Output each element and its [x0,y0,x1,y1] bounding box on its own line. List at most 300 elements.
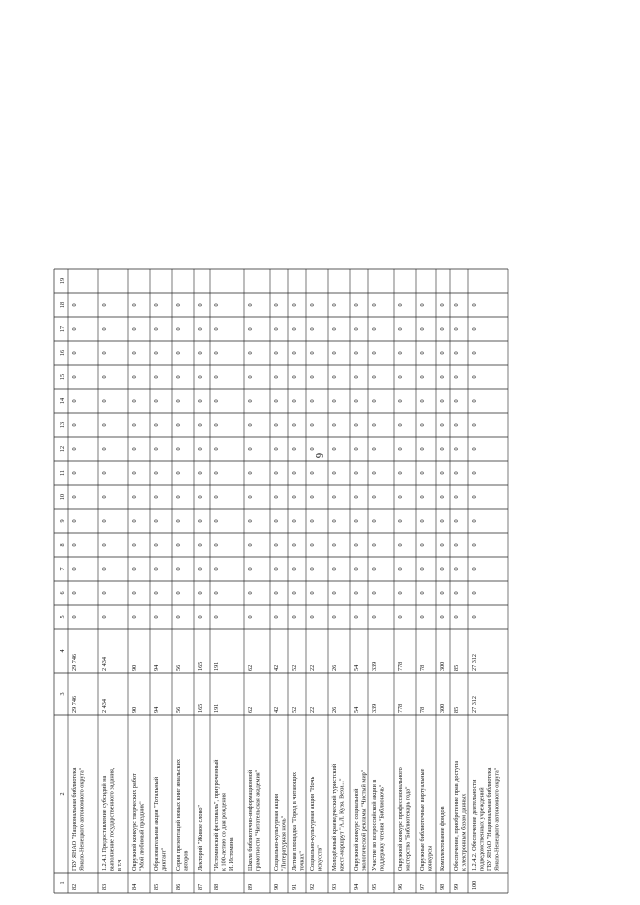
value-cell: 0 [439,471,446,475]
value-cell: 0 [471,591,478,595]
row-number: 82 [71,883,78,890]
value-col4: 42 [273,664,280,671]
value-cell: 0 [131,495,138,499]
value-cell: 0 [471,423,478,427]
value-cell: 0 [353,519,360,523]
value-cell: 0 [153,543,160,547]
value-cell: 0 [101,495,108,499]
value-col3: 52 [291,706,298,713]
value-cell: 0 [197,495,204,499]
row-name: Окружные библиотечные виртуальные [419,768,426,871]
value-cell: 0 [439,399,446,403]
value-cell: 0 [397,423,404,427]
value-cell: 0 [309,447,316,451]
value-cell: 0 [197,399,204,403]
value-cell: 0 [453,399,460,403]
value-cell: 0 [131,399,138,403]
table-row [71,303,86,890]
value-cell: 0 [131,471,138,475]
value-cell: 0 [371,423,378,427]
value-cell: 0 [471,351,478,355]
value-cell: 0 [453,375,460,379]
value-cell: 0 [471,375,478,379]
value-cell: 0 [309,615,316,619]
value-cell: 0 [419,471,426,475]
value-cell: 0 [397,495,404,499]
value-col4: 56 [175,664,182,671]
value-cell: 0 [247,615,254,619]
value-col3: 42 [273,706,280,713]
value-cell: 0 [101,351,108,355]
value-col4: 78 [419,664,426,671]
value-col4: 29 746 [71,653,78,671]
value-cell: 0 [371,543,378,547]
row-number: 96 [397,883,404,890]
value-col4: 54 [353,664,360,671]
value-cell: 0 [453,447,460,451]
value-cell: 0 [197,375,204,379]
value-cell: 0 [213,351,220,355]
value-col4: 85 [453,664,460,671]
row-name: грамотности "Читательская академия" [254,769,262,871]
value-cell: 0 [439,519,446,523]
row-name: Социально-культурная акция "Ночь [309,776,316,871]
value-cell: 0 [71,471,78,475]
value-cell: 0 [153,327,160,331]
value-cell: 0 [371,399,378,403]
table-row [197,303,204,890]
row-name: Ямало-Ненецкого автономного округа" [493,767,501,871]
value-cell: 0 [175,471,182,475]
table-row [291,303,306,890]
value-cell: 0 [153,423,160,427]
value-cell: 0 [419,351,426,355]
value-col3: 78 [419,706,426,713]
value-cell: 0 [439,615,446,619]
value-cell: 0 [419,519,426,523]
value-cell: 0 [71,615,78,619]
value-col3: 62 [247,706,254,713]
row-name: к электронным базам данных [460,793,468,871]
value-cell: 0 [71,447,78,451]
row-name: диктант" [160,847,168,871]
row-number: 97 [419,883,426,890]
value-cell: 0 [213,519,220,523]
value-cell: 0 [439,543,446,547]
row-name: Лекторий "Живое слово" [197,805,204,871]
value-cell: 0 [397,471,404,475]
value-cell: 0 [439,495,446,499]
value-cell: 0 [175,591,182,595]
value-cell: 0 [213,327,220,331]
value-col3: 2 434 [101,699,108,713]
value-cell: 0 [453,303,460,307]
value-cell: 0 [291,471,298,475]
value-cell: 0 [175,615,182,619]
value-cell: 0 [471,519,478,523]
value-cell: 0 [371,495,378,499]
value-cell: 0 [175,351,182,355]
value-cell: 0 [291,447,298,451]
value-cell: 0 [331,399,338,403]
value-cell: 0 [453,351,460,355]
table-row [175,303,190,890]
value-col3: 85 [453,706,460,713]
row-name: Участие во всероссийской акции в [371,779,378,871]
value-cell: 0 [213,303,220,307]
row-name: конкурсы [426,845,434,871]
value-cell: 0 [197,567,204,571]
table-row [153,303,168,890]
row-name: авторов [182,850,190,871]
table-row [397,303,412,890]
table-row [471,303,501,890]
header-cell: 11 [59,470,66,476]
value-cell: 0 [371,303,378,307]
value-col3: 56 [175,706,182,713]
value-cell: 0 [419,303,426,307]
row-name: Летняя площадка "Город в читающих [291,771,298,871]
row-name: точках" [298,851,306,871]
value-cell: 0 [153,471,160,475]
table-row [353,303,368,890]
value-cell: 0 [101,447,108,451]
value-cell: 0 [273,543,280,547]
value-cell: 0 [273,519,280,523]
value-cell: 0 [397,399,404,403]
value-cell: 0 [353,615,360,619]
value-cell: 0 [309,591,316,595]
value-cell: 0 [213,399,220,403]
value-cell: 0 [453,519,460,523]
value-cell: 0 [101,519,108,523]
value-cell: 0 [213,543,220,547]
value-cell: 0 [291,399,298,403]
value-col3: 29 746 [71,695,78,713]
value-cell: 0 [197,303,204,307]
value-cell: 0 [471,567,478,571]
value-cell: 0 [71,519,78,523]
value-cell: 0 [353,591,360,595]
value-col3: 22 [309,706,316,713]
value-cell: 0 [131,567,138,571]
value-cell: 0 [471,543,478,547]
row-name: Социально-культурная акция [273,794,280,871]
value-cell: 0 [471,327,478,331]
value-col3: 778 [397,703,404,713]
value-cell: 0 [331,351,338,355]
row-number: 89 [247,883,254,890]
value-cell: 0 [131,615,138,619]
value-cell: 0 [309,519,316,523]
row-number: 90 [273,883,280,890]
value-col4: 300 [439,661,446,671]
value-cell: 0 [353,471,360,475]
table-row [101,303,123,890]
value-cell: 0 [213,447,220,451]
value-cell: 0 [419,399,426,403]
value-cell: 0 [101,543,108,547]
table-row [419,303,434,890]
value-cell: 0 [101,567,108,571]
row-name: Обеспечение, приобретение прав доступа [453,760,460,871]
value-cell: 0 [397,615,404,619]
value-cell: 0 [397,567,404,571]
value-cell: 0 [197,591,204,595]
header-cell: 3 [59,692,66,696]
value-cell: 0 [101,375,108,379]
value-cell: 0 [353,375,360,379]
value-col4: 90 [131,664,138,671]
page-number: 6 [313,453,324,458]
value-cell: 0 [175,303,182,307]
row-number: 94 [353,883,360,890]
value-cell: 0 [291,423,298,427]
value-cell: 0 [331,303,338,307]
value-cell: 0 [371,471,378,475]
header-cell: 16 [59,349,66,357]
value-cell: 0 [273,423,280,427]
value-cell: 0 [273,327,280,331]
value-cell: 0 [153,495,160,499]
value-cell: 0 [273,399,280,403]
value-cell: 0 [131,423,138,427]
value-cell: 0 [273,303,280,307]
value-cell: 0 [131,519,138,523]
value-cell: 0 [439,327,446,331]
value-cell: 0 [131,351,138,355]
value-cell: 0 [247,303,254,307]
value-cell: 0 [291,303,298,307]
value-cell: 0 [273,351,280,355]
table-row [331,303,346,890]
value-cell: 0 [371,351,378,355]
value-cell: 0 [291,567,298,571]
table-row [247,303,262,890]
value-cell: 0 [175,495,182,499]
row-number: 83 [101,883,108,890]
value-cell: 0 [71,327,78,331]
value-cell: 0 [331,591,338,595]
value-cell: 0 [71,399,78,403]
value-cell: 0 [439,447,446,451]
value-cell: 0 [71,543,78,547]
header-cell: 15 [59,373,66,381]
value-cell: 0 [131,591,138,595]
row-name: "Мой любимый праздник" [138,801,146,871]
value-cell: 0 [309,351,316,355]
row-name: искусств" [316,845,324,871]
header-cell: 7 [59,567,66,571]
value-cell: 0 [247,471,254,475]
value-cell: 0 [309,399,316,403]
value-cell: 0 [471,303,478,307]
value-cell: 0 [153,399,160,403]
value-cell: 0 [453,615,460,619]
row-name: "Истоминский фестиваль", приуроченный [213,759,220,871]
value-cell: 0 [153,567,160,571]
value-cell: 0 [153,351,160,355]
value-col4: 27 312 [471,653,478,671]
value-cell: 0 [247,567,254,571]
value-cell: 0 [397,375,404,379]
value-cell: 0 [331,447,338,451]
value-cell: 0 [353,567,360,571]
table-row [371,303,386,890]
row-number: 99 [453,883,460,890]
value-cell: 0 [309,471,316,475]
value-cell: 0 [439,567,446,571]
row-name: Окружной конкурс профессионального [397,767,404,871]
value-cell: 0 [471,495,478,499]
row-name: в т.ч [116,859,123,871]
value-cell: 0 [309,567,316,571]
value-cell: 0 [371,375,378,379]
value-cell: 0 [353,303,360,307]
value-cell: 0 [71,303,78,307]
value-cell: 0 [291,495,298,499]
value-cell: 0 [309,543,316,547]
value-col4: 52 [291,664,298,671]
value-cell: 0 [175,567,182,571]
value-cell: 0 [291,375,298,379]
value-cell: 0 [247,399,254,403]
value-cell: 0 [419,567,426,571]
value-cell: 0 [309,303,316,307]
header-cell: 10 [59,493,66,501]
row-name: И. Истомина [228,837,235,871]
value-cell: 0 [101,399,108,403]
value-cell: 0 [71,567,78,571]
table-row [453,303,468,890]
row-number: 92 [309,883,316,890]
value-cell: 0 [71,495,78,499]
value-cell: 0 [213,567,220,571]
value-cell: 0 [439,375,446,379]
row-number: 91 [291,883,298,890]
value-col3: 90 [131,706,138,713]
value-cell: 0 [353,351,360,355]
header-cell: 1 [59,881,66,885]
value-cell: 0 [453,591,460,595]
value-cell: 0 [397,327,404,331]
value-cell: 0 [273,495,280,499]
value-cell: 0 [213,495,220,499]
value-col4: 2 434 [101,657,108,671]
row-name: Образовательная акция "Тотальный [153,776,160,871]
header-cell: 12 [59,445,66,453]
value-cell: 0 [175,543,182,547]
value-cell: 0 [419,423,426,427]
row-name: 1.2.4.2. Обеспечение деятельности [471,779,478,871]
value-cell: 0 [101,615,108,619]
header-cell: 8 [59,543,66,547]
row-name: подведомственных учреждений [478,787,486,871]
value-cell: 0 [371,591,378,595]
value-cell: 0 [247,543,254,547]
value-col3: 300 [439,703,446,713]
table-row [213,303,235,890]
header-cell: 19 [59,277,66,285]
header-cell: 9 [59,519,66,523]
value-cell: 0 [291,615,298,619]
row-name: к 100-летию со дня рождения [220,793,228,871]
value-cell: 0 [453,327,460,331]
value-col4: 165 [197,661,204,671]
value-cell: 0 [175,327,182,331]
row-name: "Литературная ночь" [280,815,288,871]
value-cell: 0 [309,495,316,499]
row-name: Окружной конкурс социальной [353,788,360,871]
value-cell: 0 [419,591,426,595]
value-cell: 0 [439,351,446,355]
value-cell: 0 [273,471,280,475]
value-cell: 0 [291,591,298,595]
value-cell: 0 [153,375,160,379]
table-row [273,303,288,890]
value-cell: 0 [471,399,478,403]
row-name: экологической рекламы "Чистый мир" [360,769,368,871]
value-cell: 0 [153,591,160,595]
value-cell: 0 [247,447,254,451]
value-cell: 0 [213,591,220,595]
value-cell: 0 [273,615,280,619]
value-cell: 0 [273,375,280,379]
value-col3: 339 [371,703,378,713]
value-cell: 0 [371,447,378,451]
value-col4: 191 [213,661,220,671]
value-cell: 0 [197,327,204,331]
value-cell: 0 [213,615,220,619]
value-cell: 0 [71,351,78,355]
value-cell: 0 [153,615,160,619]
table-row [309,303,324,890]
row-name: Школа библиотечно-информационной [247,769,254,871]
value-cell: 0 [331,423,338,427]
header-cell: 2 [59,792,66,796]
value-cell: 0 [353,447,360,451]
value-cell: 0 [419,447,426,451]
value-cell: 0 [471,615,478,619]
value-cell: 0 [101,303,108,307]
value-col4: 339 [371,661,378,671]
value-cell: 0 [331,327,338,331]
row-number: 86 [175,883,182,890]
row-name: поддержку чтения "Библионочь" [378,784,386,871]
value-cell: 0 [331,375,338,379]
row-number: 98 [439,883,446,890]
value-cell: 0 [397,447,404,451]
row-name: мастерства "Библиотекарь года" [404,786,412,871]
value-cell: 0 [273,591,280,595]
value-cell: 0 [71,423,78,427]
value-cell: 0 [471,471,478,475]
value-cell: 0 [331,471,338,475]
value-cell: 0 [439,303,446,307]
value-cell: 0 [197,351,204,355]
value-cell: 0 [273,447,280,451]
value-cell: 0 [291,327,298,331]
value-cell: 0 [371,327,378,331]
value-cell: 0 [397,303,404,307]
value-cell: 0 [397,351,404,355]
value-cell: 0 [153,447,160,451]
value-cell: 0 [291,543,298,547]
header-cell: 14 [59,397,66,405]
value-cell: 0 [197,615,204,619]
row-name: Ямало-Ненецкого автономного округа" [78,767,86,871]
value-cell: 0 [309,327,316,331]
